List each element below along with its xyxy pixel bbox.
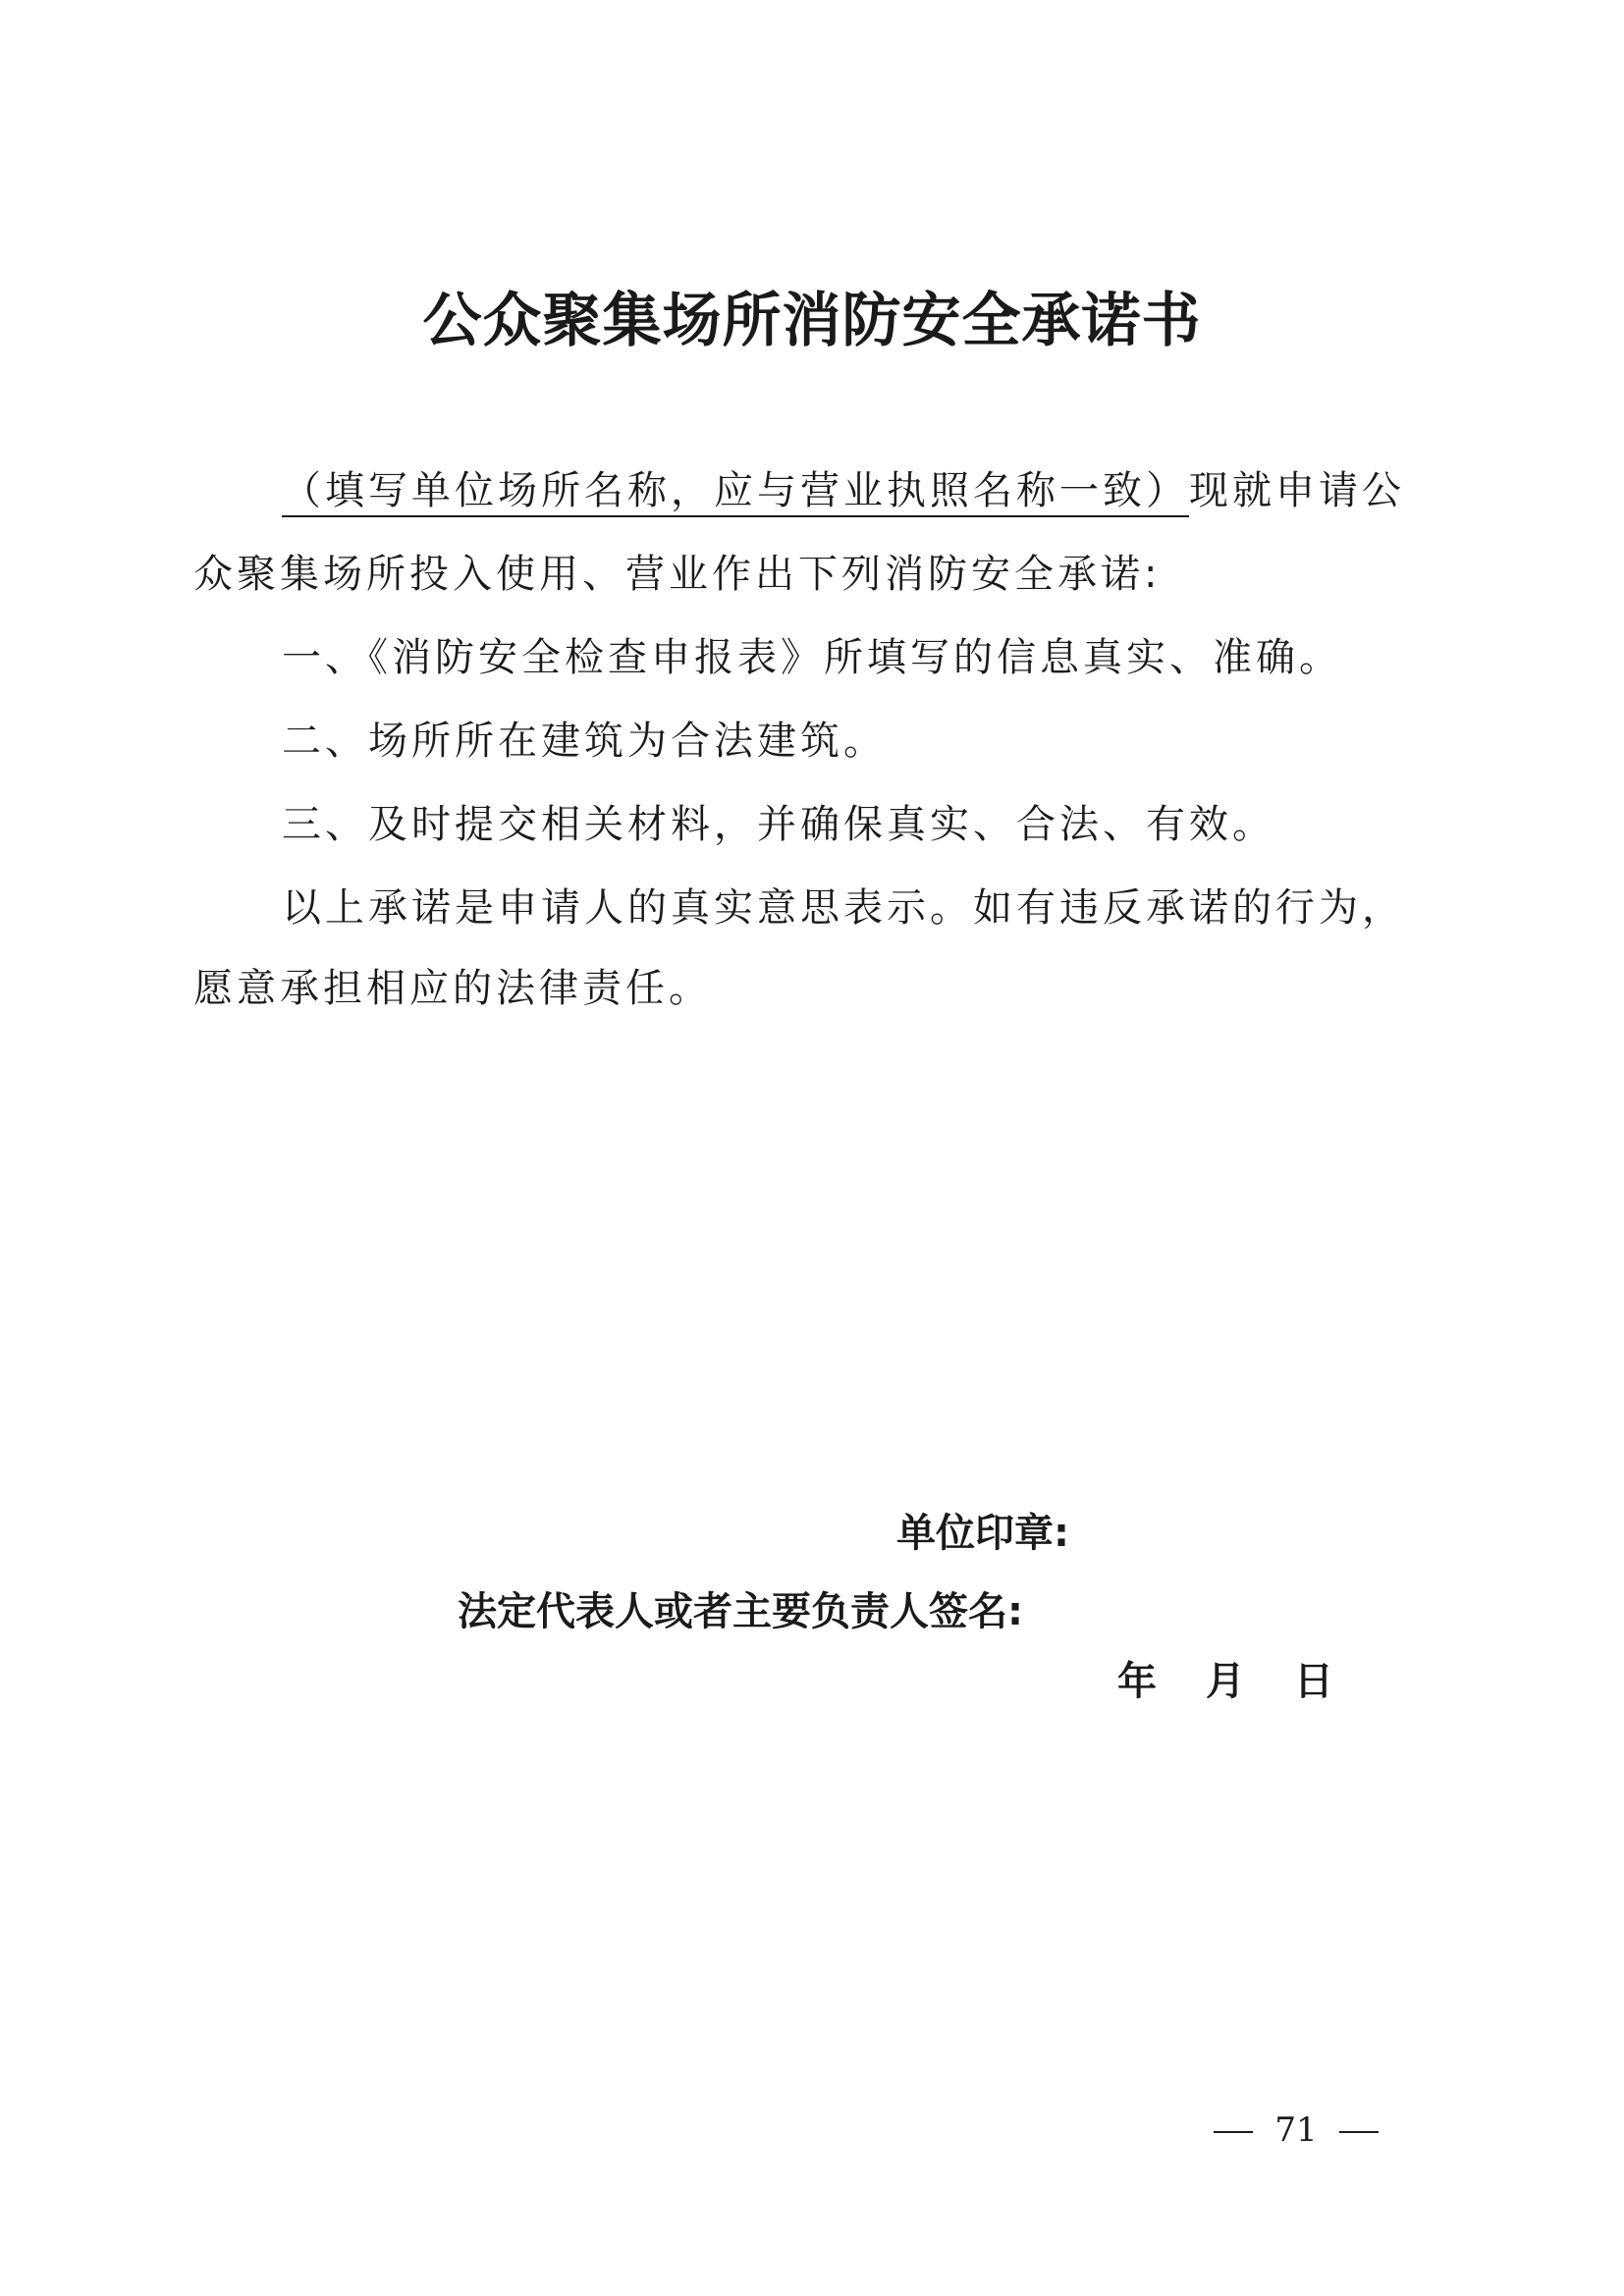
closing-line-1: 以上承诺是申请人的真实意思表示。如有违反承诺的行为， [282, 885, 1405, 931]
page-footer [1178, 2101, 1414, 2160]
organization-name-blank[interactable]: （填写单位场所名称，应与营业执照名称一致） [282, 468, 1189, 517]
closing-line-2: 愿意承担相应的法律责任。 [193, 966, 712, 1011]
dash-right [1339, 2131, 1379, 2133]
commitment-item-1: 一、《消防安全检查申报表》所填写的信息真实、准确。 [282, 635, 1342, 680]
date-day: 日 [1294, 1659, 1333, 1704]
page-title: 公众聚集场所消防安全承诺书 [422, 287, 1202, 355]
commitment-item-2: 二、场所所在建筑为合法建筑。 [282, 719, 887, 764]
seal-label: 单位印章: [896, 1511, 1069, 1556]
page-number: 71 [1274, 2110, 1318, 2150]
signer-label: 法定代表人或者主要负责人签名: [458, 1589, 1023, 1634]
date-year: 年 [1117, 1659, 1157, 1704]
intro-line-1 [282, 456, 1539, 525]
date-month: 月 [1206, 1659, 1245, 1704]
commitment-item-3: 三、及时提交相关材料，并确保真实、合法、有效。 [282, 802, 1275, 847]
intro-line-1-text: 现就申请公 [1189, 468, 1405, 513]
dash-left [1214, 2131, 1253, 2133]
intro-line-2: 众聚集场所投入使用、营业作出下列消防安全承诺: [193, 552, 1162, 597]
